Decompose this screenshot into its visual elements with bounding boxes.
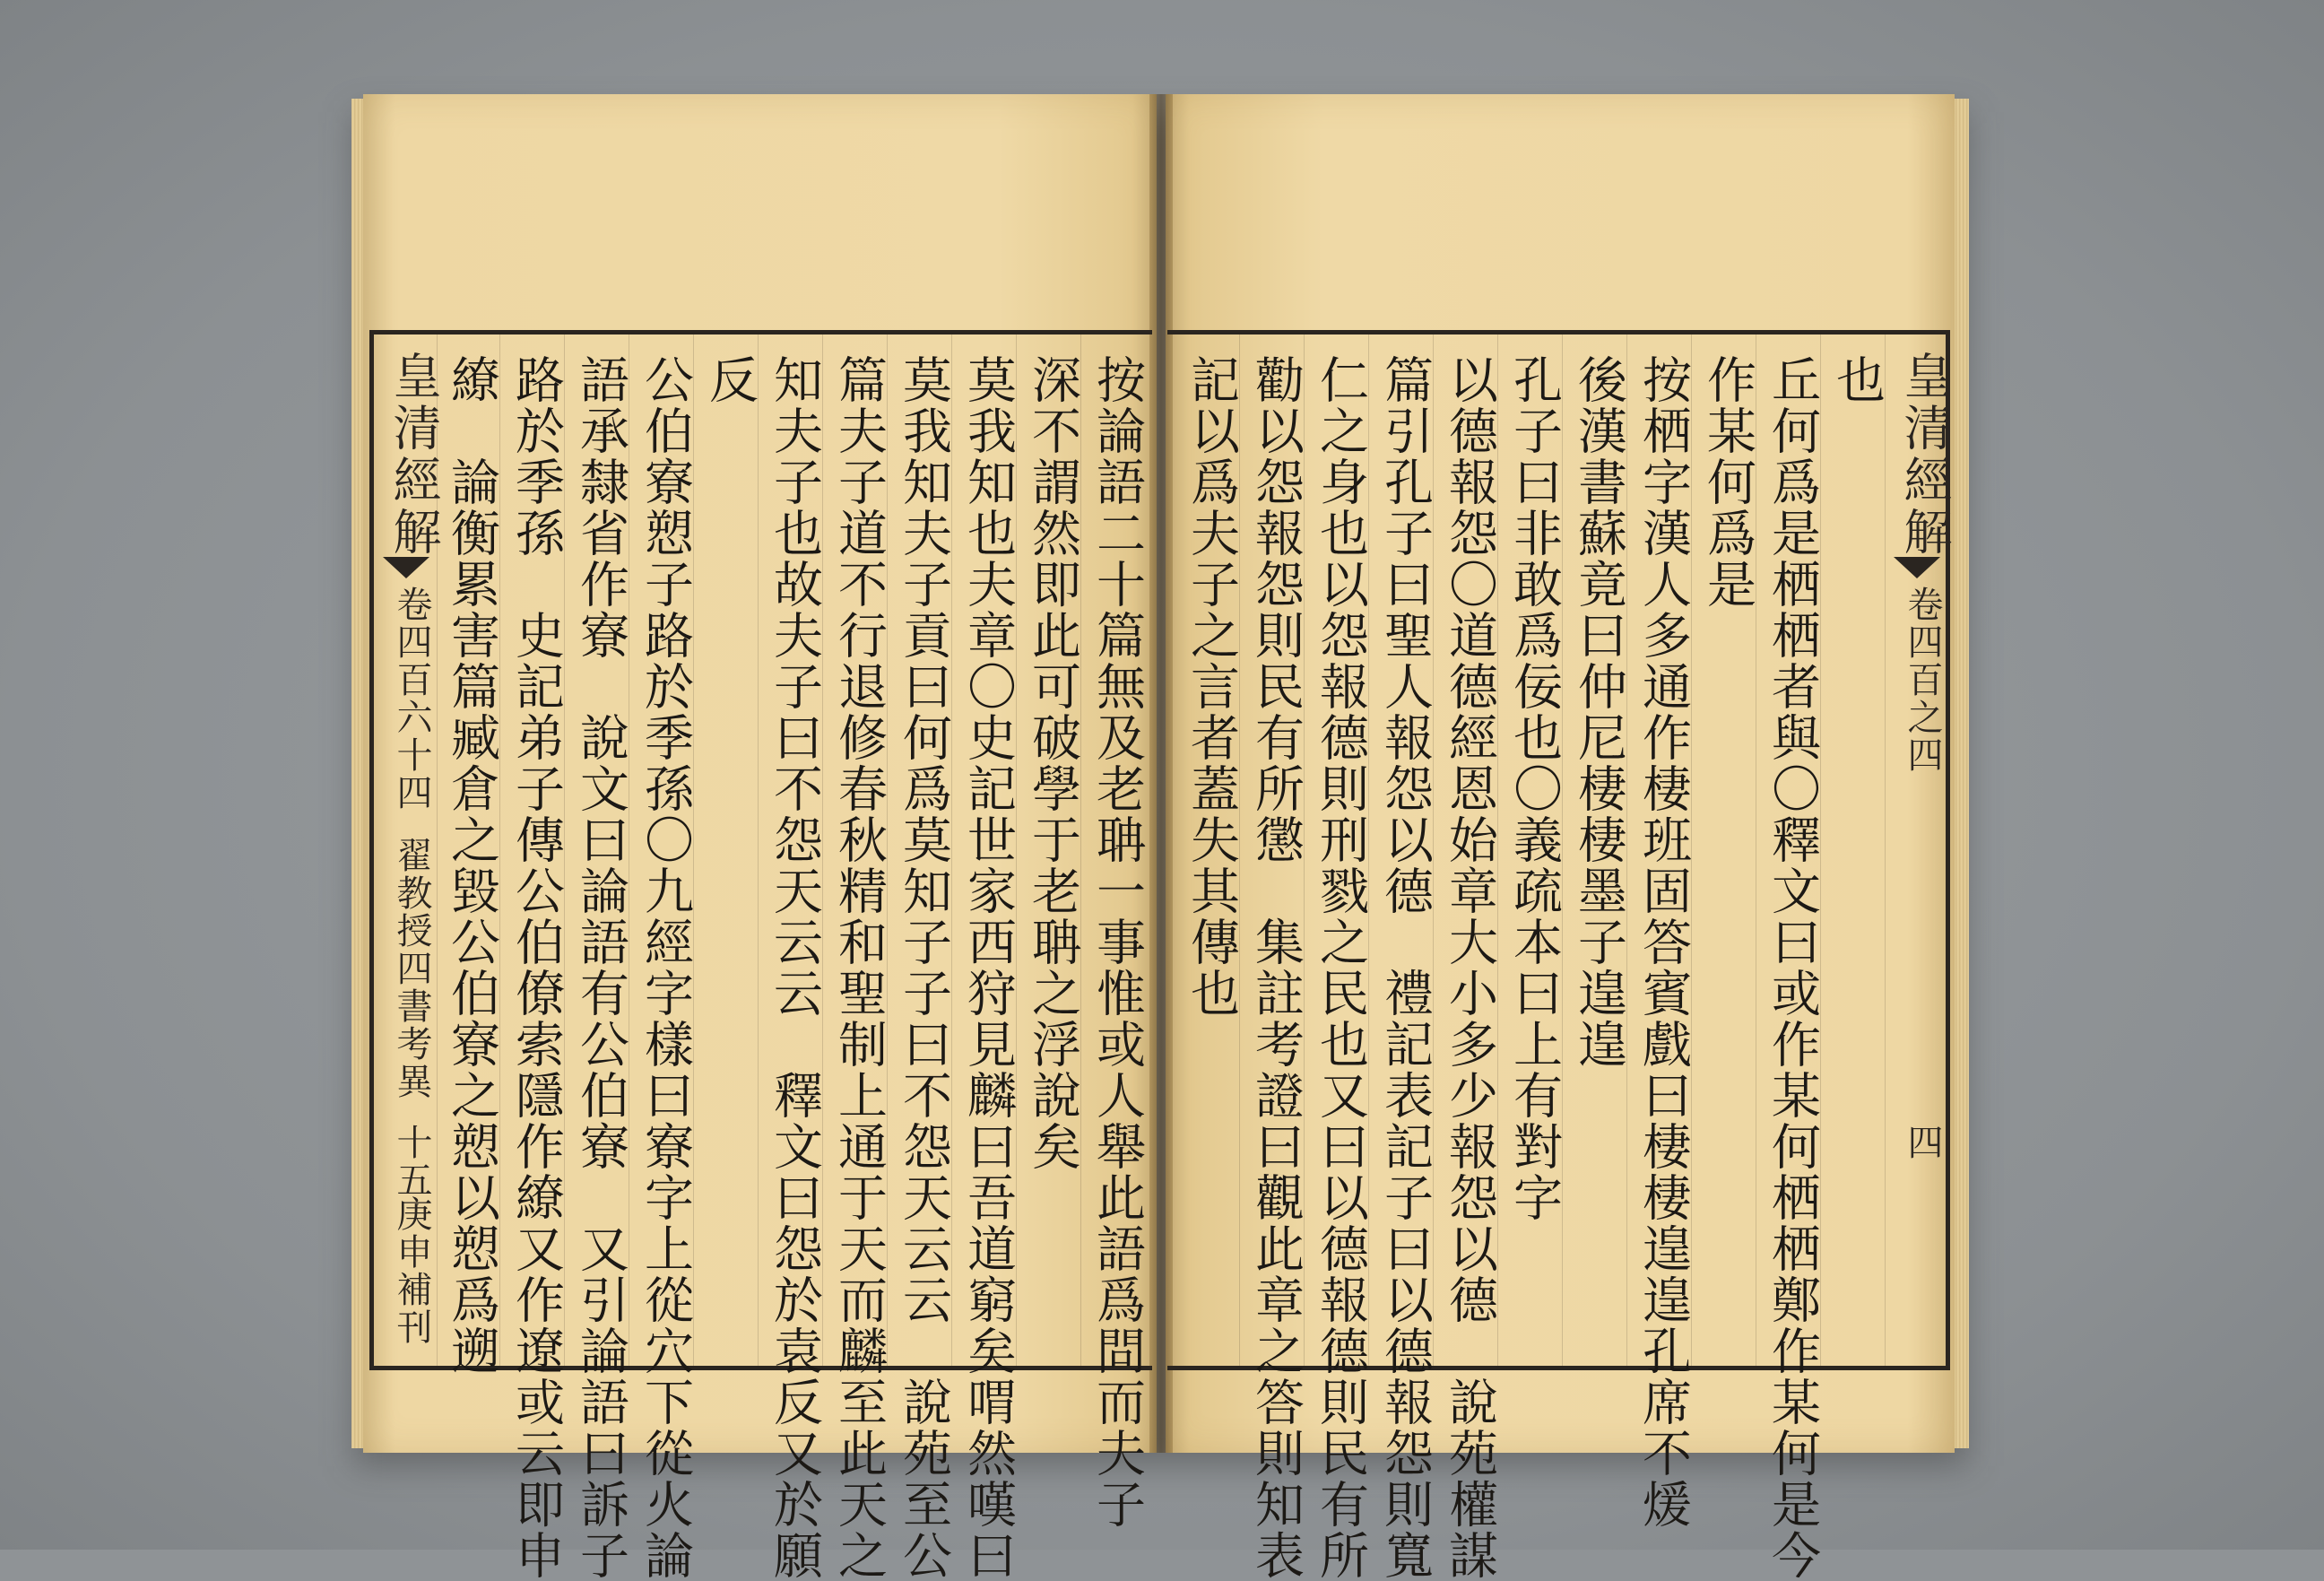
text-column-5: 後漢書蘇竟曰仲尼棲棲墨子遑遑 xyxy=(1570,354,1627,1070)
column-rule xyxy=(758,334,759,1366)
right-print-frame xyxy=(1167,330,1953,1581)
text-column-2: 深不謂然即此可破學于老聃之浮說矣 xyxy=(1024,354,1081,1172)
text-column-7: 反 xyxy=(701,354,759,405)
margin-juan: 卷四百之四 xyxy=(1902,586,1943,774)
margin-reprint-note: 庚申補刊 xyxy=(391,1195,432,1346)
text-column-11: 繚 論衡累害篇臧倉之毀公伯寮之愬以愬爲遡 xyxy=(443,354,500,1377)
left-print-frame xyxy=(369,330,1152,1581)
text-column-5: 篇夫子道不行退修春秋精和聖制上通于天而麟至此天之 xyxy=(830,354,888,1581)
margin-book-title: 皇清經解 xyxy=(386,351,442,559)
text-column-3: 作某何爲是 xyxy=(1699,354,1756,610)
text-column-9: 仁之身也以怨報德則刑戮之民也又曰以德報德則民有所 xyxy=(1312,354,1369,1581)
margin-juan: 卷四百六十四 xyxy=(391,586,432,812)
text-column-7: 以德報怨〇道德經恩始章大小多少報怨以德 說苑權謀 xyxy=(1441,354,1498,1581)
text-column-1: 按論語二十篇無及老聃一事惟或人舉此語爲問而夫子 xyxy=(1088,354,1146,1530)
text-column-4: 按栖字漢人多通作棲班固答賓戲曰棲棲遑遑孔席不煖 xyxy=(1635,354,1692,1530)
fish-tail-mark xyxy=(383,557,429,578)
text-column-4: 莫我知夫子貢曰何爲莫知子子曰不怨天云云 說苑至公 xyxy=(895,354,952,1581)
margin-book-title: 皇清經解 xyxy=(1896,351,1953,559)
fish-tail-mark xyxy=(1894,557,1940,578)
text-column-3: 莫我知也夫章〇史記世家西狩見麟曰吾道窮矣喟然嘆曰 xyxy=(959,354,1017,1581)
text-column-10: 路於季孫 史記弟子傳公伯僚索隱作繚又作遼或云即申 xyxy=(507,354,565,1581)
text-column-1: 也 xyxy=(1828,354,1886,405)
text-column-6: 知夫子也故夫子曰不怨天云云 釋文曰怨於袁反又於願 xyxy=(766,354,823,1581)
text-column-8: 篇引孔子曰聖人報怨以德 禮記表記子曰以德報怨則寬 xyxy=(1376,354,1434,1581)
text-column-11: 記以爲夫子之言者蓋失其傳也 xyxy=(1183,354,1240,1019)
text-column-8: 公伯寮愬子路於季孫〇九經字樣曰寮字上從穴下從火論 xyxy=(637,354,694,1581)
right-page-edge xyxy=(1953,99,1969,1448)
text-column-2: 丘何爲是栖栖者與〇釋文曰或作某何栖栖鄭作某何是今 xyxy=(1764,354,1821,1581)
text-column-10: 勸以怨報怨則民有所懲 集註考證曰觀此章之答則知表 xyxy=(1247,354,1305,1581)
text-column-6: 孔子曰非敢爲佞也〇義疏本曰上有對字 xyxy=(1505,354,1563,1223)
text-column-9: 語承隸省作寮 說文曰論語有公伯寮 又引論語曰訴子 xyxy=(572,354,629,1581)
column-rule xyxy=(1885,334,1886,1366)
margin-subtitle: 翟教授四書考異 xyxy=(391,837,432,1100)
margin-leaf-number: 四 xyxy=(1902,1124,1943,1161)
margin-leaf-number: 十五 xyxy=(391,1124,432,1199)
